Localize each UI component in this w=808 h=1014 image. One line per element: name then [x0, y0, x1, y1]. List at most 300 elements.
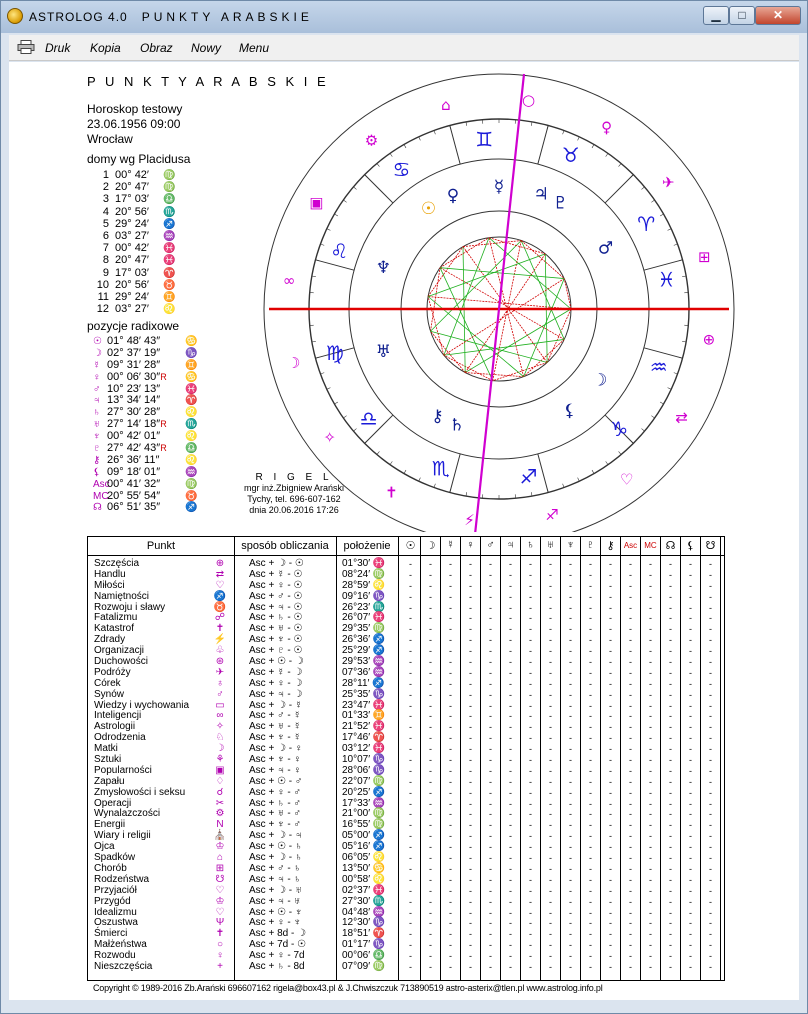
- aspect-cell: -: [489, 940, 492, 951]
- table-row: [88, 690, 724, 701]
- aspect-cell: -: [549, 657, 552, 668]
- aspect-line: [440, 268, 493, 381]
- planet-icon: ♆: [93, 431, 101, 443]
- aspect-cell: -: [689, 667, 692, 678]
- aspect-cell: -: [489, 613, 492, 624]
- aspect-cell: -: [629, 765, 632, 776]
- degree-tick: [434, 484, 435, 488]
- position-sign-icon: ♍: [370, 819, 386, 831]
- aspect-cell: -: [529, 591, 532, 602]
- aspect-cell: -: [489, 580, 492, 591]
- aspect-cell: -: [469, 733, 472, 744]
- aspect-cell: -: [469, 624, 472, 635]
- aspect-cell: -: [549, 722, 552, 733]
- table-row: [88, 962, 724, 973]
- point-formula: Asc + ♀ - ☉: [249, 579, 303, 591]
- position-sign-icon: ♓: [370, 612, 386, 624]
- aspect-cell: -: [589, 831, 592, 842]
- aspect-cell: -: [649, 667, 652, 678]
- aspect-cell: -: [409, 820, 412, 831]
- aspect-cell: -: [449, 820, 452, 831]
- point-formula: Asc + ♆ - ♀: [249, 754, 301, 766]
- aspect-cell: -: [689, 602, 692, 613]
- aspect-cell: -: [489, 646, 492, 657]
- position-sign-icon: ♐: [370, 841, 386, 853]
- table-row: [88, 711, 724, 722]
- house-row: [93, 230, 175, 242]
- aspect-cell: -: [589, 591, 592, 602]
- aspect-cell: -: [529, 874, 532, 885]
- aspect-cell: -: [469, 700, 472, 711]
- planet-icon: Asc: [93, 478, 110, 490]
- aspect-cell: -: [629, 940, 632, 951]
- aspect-cell: -: [609, 613, 612, 624]
- aspect-cell: -: [629, 918, 632, 929]
- aspect-cell: -: [709, 940, 712, 951]
- aspect-cell: -: [649, 635, 652, 646]
- aspect-cell: -: [509, 591, 512, 602]
- point-formula: Asc + ♃ - ☽: [249, 688, 303, 700]
- aspect-cell: -: [669, 885, 672, 896]
- degree-tick: [592, 144, 594, 147]
- degree-tick: [353, 429, 356, 432]
- house-degree: 00° 42′: [115, 242, 149, 255]
- point-name: Przygód: [94, 895, 131, 907]
- aspect-cell: -: [689, 918, 692, 929]
- aspect-cell: -: [449, 657, 452, 668]
- aspect-cell: -: [589, 657, 592, 668]
- aspect-cell: -: [469, 678, 472, 689]
- position-sign-icon: ♏: [370, 895, 386, 907]
- position-sign-icon: ♑: [370, 939, 386, 951]
- position-sign-icon: ♐: [370, 645, 386, 657]
- aspect-cell: -: [449, 863, 452, 874]
- point-icon: ♡: [215, 906, 225, 918]
- aspect-line: [440, 238, 489, 268]
- aspect-cell: -: [689, 657, 692, 668]
- aspect-cell: -: [489, 885, 492, 896]
- aspect-cell: -: [589, 918, 592, 929]
- aspect-cell: -: [589, 885, 592, 896]
- planet-icon: ⚸: [93, 466, 101, 478]
- radix-row: [93, 467, 197, 479]
- table-row: [88, 570, 724, 581]
- degree-tick: [320, 373, 324, 374]
- aspect-cell: -: [589, 722, 592, 733]
- point-name: Duchowości: [94, 656, 148, 668]
- planet-icon: ♃: [533, 184, 549, 205]
- point-icon: ♘: [215, 732, 225, 744]
- house-number: 10: [96, 278, 109, 291]
- aspect-cell: -: [409, 896, 412, 907]
- point-formula: Asc + ☉ - ♄: [249, 841, 303, 853]
- menu-kopia[interactable]: Kopia: [90, 41, 121, 55]
- degree-tick: [660, 402, 663, 404]
- aspect-cell: -: [569, 646, 572, 657]
- aspect-cell: -: [409, 657, 412, 668]
- aspect-cell: -: [689, 711, 692, 722]
- radix-sign-icon: ♈: [185, 395, 198, 407]
- point-name: Nieszczęścia: [94, 960, 153, 972]
- table-row: [88, 897, 724, 908]
- aspect-line: [521, 241, 564, 279]
- aspect-cell: -: [469, 809, 472, 820]
- point-formula: Asc + ♄ - 8d: [249, 960, 305, 972]
- arabic-points-table: [87, 536, 725, 981]
- radix-row: [93, 479, 197, 491]
- aspect-cell: -: [509, 559, 512, 569]
- aspect-cell: -: [569, 765, 572, 776]
- table-row: [88, 559, 724, 570]
- house-sign-icon: ♌: [163, 304, 176, 316]
- column-divider: [460, 537, 461, 980]
- aspect-cell: -: [609, 635, 612, 646]
- aspect-cell: -: [549, 765, 552, 776]
- aspect-cell: -: [689, 689, 692, 700]
- aspect-cell: -: [469, 613, 472, 624]
- degree-tick: [377, 451, 380, 454]
- aspect-cell: -: [609, 624, 612, 635]
- aspect-cell: -: [609, 733, 612, 744]
- degree-tick: [327, 229, 331, 231]
- planet-column-header: ♀: [466, 539, 475, 551]
- aspect-cell: -: [509, 700, 512, 711]
- point-name: Córek: [94, 677, 121, 689]
- point-position: 17°46′ ♈: [342, 732, 386, 744]
- aspect-cell: -: [589, 907, 592, 918]
- point-formula: Asc + ☉ - ♂: [249, 775, 303, 787]
- column-divider: [620, 537, 621, 980]
- radix-sign-icon: ♌: [185, 431, 198, 443]
- aspect-cell: -: [429, 689, 432, 700]
- aspect-cell: -: [569, 602, 572, 613]
- zodiac-sign-icon: ♈: [637, 212, 656, 236]
- aspect-cell: -: [589, 733, 592, 744]
- aspect-cell: -: [709, 667, 712, 678]
- aspect-cell: -: [669, 776, 672, 787]
- aspect-cell: -: [669, 580, 672, 591]
- aspect-cell: -: [489, 765, 492, 776]
- table-row: [88, 679, 724, 690]
- aspect-cell: -: [449, 885, 452, 896]
- aspect-cell: -: [449, 635, 452, 646]
- aspect-cell: -: [489, 798, 492, 809]
- aspect-cell: -: [489, 722, 492, 733]
- aspect-cell: -: [649, 755, 652, 766]
- point-name: Podróży: [94, 666, 131, 678]
- table-body: [88, 559, 724, 973]
- zodiac-sign-icon: ♓: [657, 267, 676, 292]
- aspect-cell: -: [669, 929, 672, 940]
- table-row: [88, 646, 724, 657]
- aspect-cell: -: [449, 853, 452, 864]
- aspect-cell: -: [689, 722, 692, 733]
- position-sign-icon: ♌: [370, 873, 386, 885]
- aspect-cell: -: [569, 722, 572, 733]
- zodiac-sign-icon: ♏: [431, 456, 450, 481]
- radix-sign-icon: ♓: [185, 383, 198, 395]
- retrograde-mark: R: [160, 419, 167, 430]
- point-formula: Asc + ♇ - ☉: [249, 645, 303, 657]
- aspect-cell: -: [709, 918, 712, 929]
- degree-tick: [668, 388, 672, 390]
- point-position: 26°36′ ♐: [342, 634, 386, 646]
- aspect-cell: -: [669, 961, 672, 972]
- aspect-cell: -: [429, 678, 432, 689]
- zodiac-sign-icon: ♒: [649, 355, 668, 380]
- point-name: Spadków: [94, 852, 136, 864]
- aspect-cell: -: [469, 874, 472, 885]
- aspect-cell: -: [509, 885, 512, 896]
- radix-position: 01° 48′ 43″: [107, 335, 161, 347]
- aspect-cell: -: [629, 885, 632, 896]
- aspect-cell: -: [449, 961, 452, 972]
- aspect-cell: -: [549, 929, 552, 940]
- aspect-cell: -: [509, 657, 512, 668]
- aspect-cell: -: [429, 711, 432, 722]
- aspect-cell: -: [429, 613, 432, 624]
- position-sign-icon: ♓: [370, 884, 386, 896]
- aspect-cell: -: [509, 624, 512, 635]
- aspect-cell: -: [609, 820, 612, 831]
- aspect-cell: -: [429, 918, 432, 929]
- aspect-cell: -: [709, 874, 712, 885]
- aspect-cell: -: [529, 798, 532, 809]
- position-sign-icon: ♈: [370, 928, 386, 940]
- aspect-cell: -: [409, 787, 412, 798]
- aspect-cell: -: [529, 657, 532, 668]
- planet-column-header: ☋: [705, 540, 716, 552]
- aspect-cell: -: [529, 809, 532, 820]
- menu-obraz[interactable]: Obraz: [140, 41, 173, 55]
- aspect-cell: -: [429, 940, 432, 951]
- aspect-cell: -: [589, 874, 592, 885]
- title-bar[interactable]: [1, 1, 807, 33]
- aspect-cell: -: [589, 602, 592, 613]
- point-icon: ⚡: [213, 634, 227, 646]
- aspect-cell: -: [469, 918, 472, 929]
- aspect-cell: -: [489, 602, 492, 613]
- aspect-cell: -: [589, 820, 592, 831]
- degree-tick: [563, 130, 564, 134]
- aspect-cell: -: [509, 940, 512, 951]
- house-degree: 29° 24′: [115, 217, 149, 230]
- table-row: [88, 592, 724, 603]
- aspect-cell: -: [409, 722, 412, 733]
- aspect-cell: -: [629, 951, 632, 962]
- degree-tick: [631, 175, 634, 178]
- aspect-cell: -: [689, 798, 692, 809]
- aspect-cell: -: [709, 569, 712, 580]
- aspect-cell: -: [609, 776, 612, 787]
- radix-row: [93, 502, 197, 514]
- house-row: [93, 242, 175, 254]
- aspect-cell: -: [649, 744, 652, 755]
- house-row: [93, 181, 175, 193]
- point-icon: ⊕: [215, 558, 225, 569]
- aspect-cell: -: [609, 657, 612, 668]
- point-name: Matki: [94, 743, 118, 755]
- point-position: 26°23′ ♏: [342, 601, 386, 613]
- point-formula: Asc + 7d - ☉: [249, 939, 307, 951]
- aspect-cell: -: [429, 929, 432, 940]
- menu-nowy[interactable]: Nowy: [191, 41, 222, 55]
- aspect-cell: -: [629, 787, 632, 798]
- aspect-cell: -: [629, 667, 632, 678]
- aspect-cell: -: [709, 722, 712, 733]
- retrograde-mark: R: [160, 371, 167, 382]
- aspect-line: [431, 331, 548, 362]
- point-icon: ☽: [215, 743, 225, 755]
- aspect-cell: -: [669, 711, 672, 722]
- degree-tick: [606, 461, 608, 464]
- window-subtitle: PUNKTY ARABSKIE: [141, 10, 313, 24]
- aspect-line: [463, 247, 547, 363]
- point-name: Rozwodu: [94, 950, 136, 962]
- point-icon: ♢: [215, 775, 225, 787]
- point-name: Organizacji: [94, 645, 145, 657]
- aspect-cell: -: [649, 961, 652, 972]
- menu-druk[interactable]: Druk: [45, 41, 71, 55]
- aspect-cell: -: [569, 831, 572, 842]
- aspect-cell: -: [689, 940, 692, 951]
- degree-tick: [343, 416, 346, 418]
- close-button[interactable]: ✕: [755, 6, 801, 25]
- house-number: 6: [102, 229, 109, 242]
- table-row: [88, 603, 724, 614]
- aspect-cell: -: [549, 755, 552, 766]
- point-icon: ⚙: [215, 808, 225, 820]
- zodiac-sign-icon: ♌: [330, 238, 349, 263]
- arabic-point-icon: ♐: [545, 506, 559, 525]
- aspect-cell: -: [569, 896, 572, 907]
- radix-sign-icon: ♍: [185, 478, 198, 490]
- house-row: [93, 169, 175, 181]
- radix-list: [93, 336, 197, 514]
- aspect-cell: -: [509, 667, 512, 678]
- aspect-cell: -: [469, 787, 472, 798]
- position-sign-icon: ♈: [370, 732, 386, 744]
- aspect-line: [431, 331, 466, 372]
- radix-position: 09° 31′ 28″: [107, 358, 161, 371]
- aspect-cell: -: [669, 591, 672, 602]
- aspect-cell: -: [529, 602, 532, 613]
- point-name: Katastrof: [94, 623, 135, 635]
- aspect-cell: -: [629, 569, 632, 580]
- minimize-button[interactable]: ▁: [703, 6, 729, 25]
- house-number: 5: [102, 217, 109, 230]
- house-number: 9: [102, 266, 109, 279]
- point-icon: ♉: [213, 601, 227, 613]
- aspect-cell: -: [649, 951, 652, 962]
- aspect-cell: -: [609, 885, 612, 896]
- degree-tick: [651, 416, 654, 418]
- houses-list: [93, 169, 175, 315]
- aspect-cell: -: [429, 951, 432, 962]
- aspect-cell: -: [529, 918, 532, 929]
- aspect-cell: -: [469, 591, 472, 602]
- house-degree: 20° 47′: [115, 254, 149, 267]
- aspect-cell: -: [569, 755, 572, 766]
- aspect-cell: -: [449, 569, 452, 580]
- house-degree: 20° 56′: [115, 278, 149, 291]
- aspect-cell: -: [689, 559, 692, 569]
- aspect-cell: -: [449, 765, 452, 776]
- aspect-cell: -: [469, 765, 472, 776]
- aspect-cell: -: [549, 733, 552, 744]
- aspect-cell: -: [509, 820, 512, 831]
- aspect-cell: -: [549, 776, 552, 787]
- point-formula: Asc + ♅ - ♂: [249, 808, 301, 820]
- column-divider: [520, 537, 521, 980]
- degree-tick: [434, 130, 435, 134]
- degree-tick: [377, 163, 380, 166]
- house-number: 12: [96, 303, 109, 316]
- aspect-cell: -: [569, 635, 572, 646]
- degree-tick: [578, 478, 580, 482]
- aspect-line: [521, 241, 564, 340]
- degree-tick: [334, 214, 337, 216]
- aspect-cell: -: [489, 744, 492, 755]
- radix-row: [93, 348, 197, 360]
- aspect-cell: -: [509, 918, 512, 929]
- aspect-cell: -: [449, 918, 452, 929]
- aspect-line: [489, 238, 545, 254]
- aspect-cell: -: [569, 700, 572, 711]
- point-name: Astrologii: [94, 721, 136, 733]
- table-row: [88, 853, 724, 864]
- aspect-cell: -: [569, 776, 572, 787]
- degree-tick: [343, 200, 346, 202]
- aspect-cell: -: [509, 961, 512, 972]
- aspect-cell: -: [489, 874, 492, 885]
- point-formula: Asc + ♂ - ☿: [249, 710, 301, 722]
- aspect-cell: -: [549, 820, 552, 831]
- aspect-cell: -: [469, 711, 472, 722]
- aspect-cell: -: [609, 918, 612, 929]
- aspect-cell: -: [549, 744, 552, 755]
- point-icon: ▭: [215, 699, 225, 711]
- aspect-cell: -: [409, 853, 412, 864]
- aspect-cell: -: [649, 569, 652, 580]
- aspect-cell: -: [689, 613, 692, 624]
- aspect-cell: -: [589, 929, 592, 940]
- point-position: 22°07′ ♍: [342, 775, 386, 787]
- position-sign-icon: ♒: [370, 797, 386, 809]
- radix-sign-icon: ♋: [185, 336, 198, 347]
- menu-menu[interactable]: Menu: [239, 41, 270, 55]
- aspect-cell: -: [429, 765, 432, 776]
- table-row: [88, 668, 724, 679]
- zodiac-sign-icon: ♉: [561, 142, 580, 167]
- position-sign-icon: ♍: [370, 775, 386, 787]
- degree-tick: [668, 229, 672, 231]
- aspect-cell: -: [589, 798, 592, 809]
- point-icon: ✂: [215, 797, 225, 809]
- aspect-cell: -: [569, 569, 572, 580]
- arabic-point-icon: ✈: [662, 173, 675, 192]
- point-icon: ✈: [215, 666, 225, 678]
- maximize-button[interactable]: □: [729, 6, 755, 25]
- aspect-cell: -: [509, 765, 512, 776]
- aspect-cell: -: [609, 940, 612, 951]
- aspect-cell: -: [709, 635, 712, 646]
- aspect-cell: -: [489, 776, 492, 787]
- point-icon: ✝: [215, 623, 225, 635]
- aspect-cell: -: [709, 733, 712, 744]
- aspect-cell: -: [549, 689, 552, 700]
- printer-icon[interactable]: [17, 40, 35, 54]
